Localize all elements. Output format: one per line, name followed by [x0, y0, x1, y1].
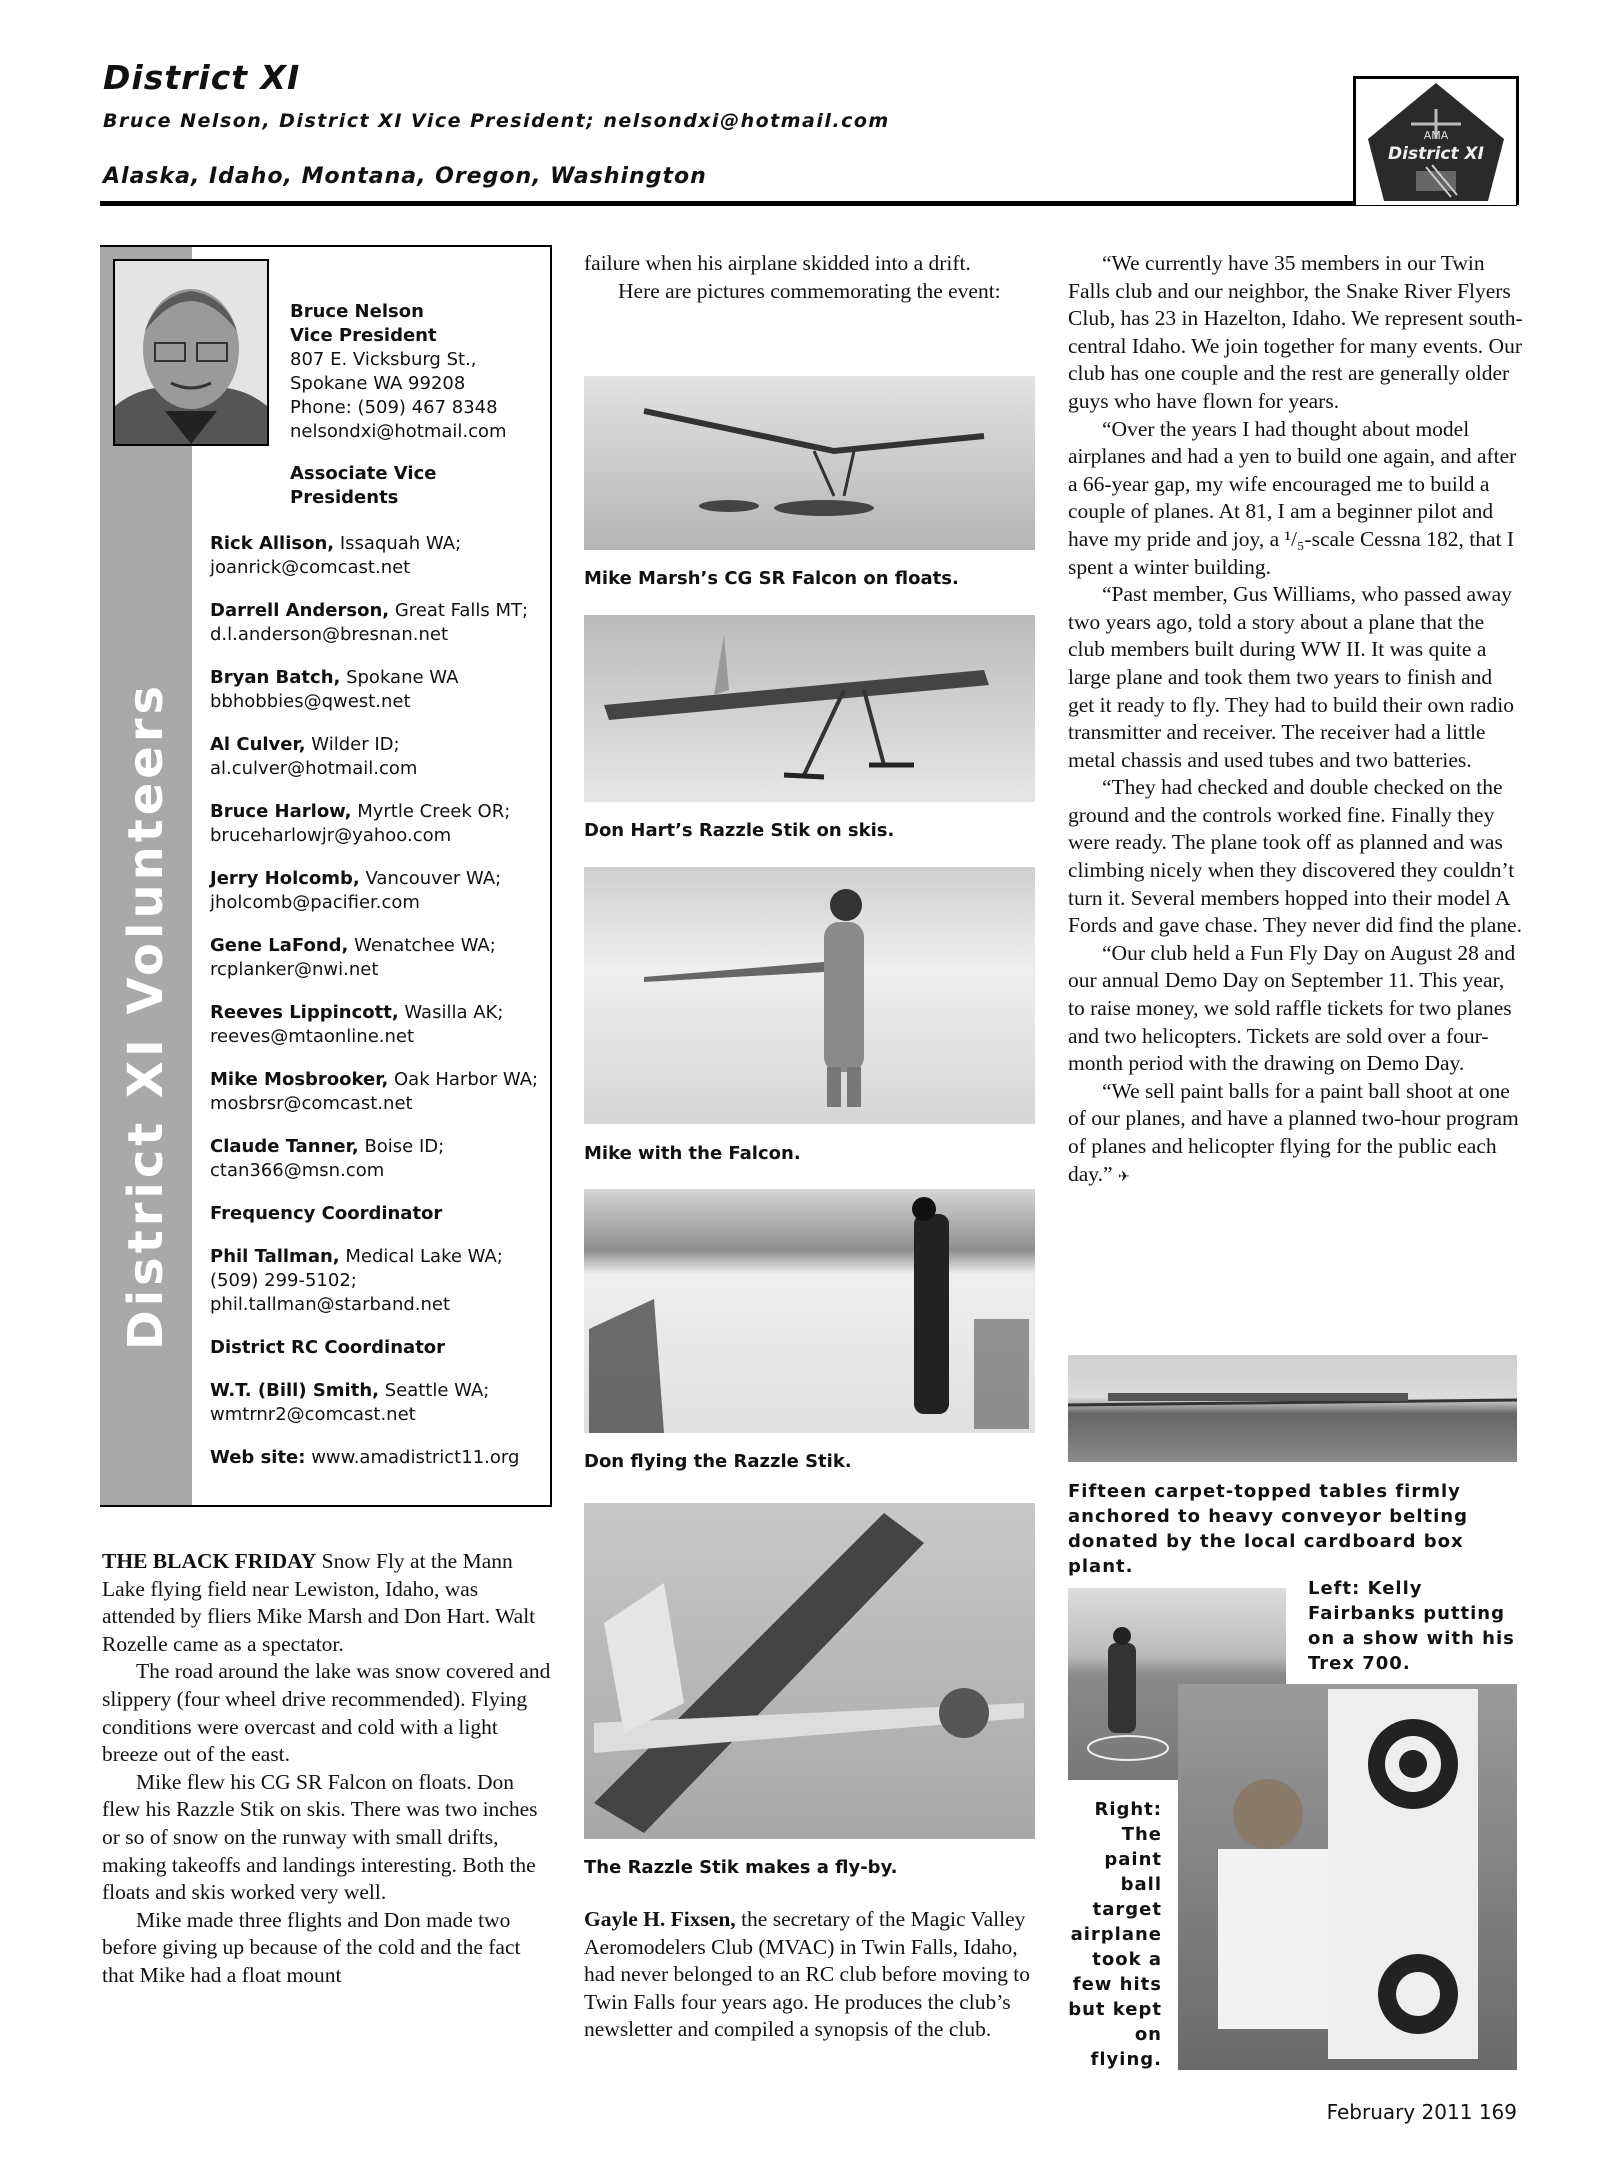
checkered-airplane-icon [584, 615, 1035, 802]
volunteer-detail: Wenatchee WA; rcplanker@nwi.net [210, 935, 496, 980]
article-text: the secretary of the Magic Valley Aeromodelers Club (MVAC) in Twin Falls, Idaho, had never belonged to an RC club before moving to Twin Falls four years ago. He produces the club’s newsletter and compiled a synopsis of the club. [584, 1907, 1031, 2042]
gayle-name: Gayle H. Fixsen, [584, 1907, 736, 1931]
website-link[interactable]: www.amadistrict11.org [305, 1447, 520, 1468]
volunteer-name: Gene LaFond, [210, 935, 349, 956]
volunteer-detail: Wasilla AK; reeves@mtaonline.net [210, 1002, 504, 1047]
airplane-flyby-icon [584, 1503, 1035, 1839]
volunteer-entry [210, 733, 545, 781]
volunteer-entry [210, 800, 545, 848]
volunteer-name: Al Culver, [210, 734, 306, 755]
volunteer-detail: Boise ID; ctan366@msn.com [210, 1136, 445, 1181]
page-subtitle: Bruce Nelson, District XI Vice President; nelsondxi@hotmail.com [103, 110, 890, 132]
photo-target-airplane [1178, 1684, 1517, 2070]
assoc-vp-heading: Associate Vice Presidents [290, 463, 437, 508]
article-paragraph: The road around the lake was snow covered and slippery (four wheel drive recommended). Flying conditions were overcast and cold with a light breeze out of the east. [102, 1659, 551, 1767]
volunteer-detail: Wilder ID; al.culver@hotmail.com [210, 734, 418, 779]
portrait-photo-icon [115, 261, 267, 444]
volunteer-entry [210, 599, 545, 647]
header-rule [100, 201, 1517, 206]
volunteer-detail: Oak Harbor WA; mosbrsr@comcast.net [210, 1069, 539, 1114]
volunteer-detail: Great Falls MT; d.l.anderson@bresnan.net [210, 600, 529, 645]
gayle-paragraph [584, 1906, 1039, 2044]
svg-text:AMA: AMA [1423, 129, 1449, 142]
target-airplane-icon [1178, 1684, 1517, 2070]
vp-email[interactable]: nelsondxi@hotmail.com [290, 421, 507, 442]
volunteer-entry [210, 1135, 545, 1183]
page-title: District XI [103, 58, 301, 97]
volunteer-name: Rick Allison, [210, 533, 335, 554]
vp-address-1: 807 E. Vicksburg St., [290, 349, 477, 370]
volunteer-detail: Myrtle Creek OR; bruceharlowjr@yahoo.com [210, 801, 511, 846]
caption-kelly: Left: Kelly Fairbanks putting on a show with his Trex 700. [1308, 1578, 1515, 1674]
volunteer-entry [210, 934, 545, 982]
volunteer-detail: Seattle WA; wmtrnr2@comcast.net [210, 1380, 490, 1425]
article-paragraph: Mike flew his CG SR Falcon on floats. Don flew his Razzle Stik on skis. There was two inches or so of snow on the runway with small drifts, making takeoffs and landings interesting. Both the floats and skis worked very well. [102, 1769, 538, 1905]
volunteer-list [210, 532, 545, 1489]
caption-falcon-floats: Mike Marsh’s CG SR Falcon on floats. [584, 568, 959, 589]
volunteer-entry [210, 867, 545, 915]
frequency-coordinator [210, 1245, 545, 1317]
rc-coordinator [210, 1379, 545, 1427]
article-paragraph: failure when his airplane skidded into a drift. [584, 251, 971, 275]
article-text: “We sell paint balls for a paint ball shoot at one of our planes, and have a planned two-hour program of planes and helicopter flying for the public each day.” [1068, 1078, 1519, 1186]
person-flying-icon [584, 1189, 1035, 1433]
article-paragraph: “They had checked and double checked on the ground and the controls worked fine. Finally they were ready. The plane took off as planned and was climbing nicely when they discovered they couldn’t turn it. Several members hopped into their model A Fords and gave chase. They never did find the plane. [1068, 775, 1522, 938]
volunteer-detail: Issaquah WA; joanrick@comcast.net [210, 533, 462, 578]
ama-end-mark-icon: ✈ [1117, 1169, 1130, 1185]
article-paragraph [1068, 1078, 1523, 1191]
volunteer-name: Bryan Batch, [210, 667, 341, 688]
field-tables-icon [1068, 1355, 1517, 1462]
volunteer-name: Mike Mosbrooker, [210, 1069, 389, 1090]
vp-portrait [113, 259, 269, 446]
frequency-heading: Frequency Coordinator [210, 1203, 443, 1224]
article-lead: THE BLACK FRIDAY [102, 1549, 317, 1573]
photo-falcon-floats [584, 376, 1035, 550]
vp-name: Bruce Nelson [290, 301, 424, 322]
article-paragraph: “Our club held a Fun Fly Day on August 28 and our annual Demo Day on September 11. This year, to raise money, we sold raffle tickets for two planes and two helicopters. Tickets are sold over a four-month period with the drawing on Demo Day. [1068, 940, 1516, 1076]
vp-title: Vice President [290, 325, 437, 346]
article-paragraph: Mike made three flights and Don made two before giving up because of the cold and the fact that Mike had a float mount [102, 1907, 521, 1987]
caption-tables: Fifteen carpet-topped tables firmly anchored to heavy conveyor belting donated by the local cardboard box plant. [1068, 1481, 1468, 1577]
article-paragraph: “Over the years I had thought about model airplanes and had a yen to build one again, and after a 66-year gap, my wife encouraged me to build a couple of planes. At 81, I am a beginner pilot and have my pride and joy, a ¹/₅-scale Cessna 182, that I spent a winter building. [1068, 416, 1517, 579]
photo-mike-falcon [584, 867, 1035, 1124]
article-paragraph: “Past member, Gus Williams, who passed away two years ago, told a story about a plane that the club members built during WW II. It was quite a large plane and took them two years to finish and get it ready to fly. They had to build their own radio transmitter and receiver. The receiver had a little metal chassis and used tubes and two batteries. [1068, 582, 1515, 772]
district-logo [1353, 76, 1519, 205]
website [210, 1446, 545, 1470]
volunteer-entry [210, 1001, 545, 1049]
photo-razzle-skis [584, 615, 1035, 802]
district-states: Alaska, Idaho, Montana, Oregon, Washington [103, 164, 707, 189]
volunteer-name: Claude Tanner, [210, 1136, 359, 1157]
photo-tables [1068, 1355, 1517, 1462]
volunteer-entry [210, 1068, 545, 1116]
volunteer-name: Jerry Holcomb, [210, 868, 360, 889]
article-paragraph: “We currently have 35 members in our Twin Falls club and our neighbor, the Snake River Flyers Club, has 23 in Hazelton, Idaho. We represent south-central Idaho. We join together for many events. Our club has one couple and the rest are generally older guys who have flown for years. [1068, 251, 1523, 413]
vp-phone: Phone: (509) 467 8348 [290, 397, 498, 418]
volunteer-name: Darrell Anderson, [210, 600, 390, 621]
caption-don-flying: Don flying the Razzle Stik. [584, 1451, 852, 1472]
article-column-2-top [584, 250, 1036, 305]
caption-target: Right: The paint ball target airplane took a few hits but kept on flying. [1068, 1799, 1162, 2070]
volunteer-name: Phil Tallman, [210, 1246, 340, 1267]
photo-flyby [584, 1503, 1035, 1839]
caption-mike-falcon: Mike with the Falcon. [584, 1143, 801, 1164]
volunteer-detail: Vancouver WA; jholcomb@pacifier.com [210, 868, 502, 913]
volunteer-entry [210, 666, 545, 714]
vp-contact [290, 300, 540, 510]
article-column-3 [1068, 250, 1523, 1191]
volunteer-detail: Medical Lake WA; (509) 299-5102; phil.tallman@starband.net [210, 1246, 503, 1315]
article-text: Snow Fly at the Mann Lake flying field near Lewiston, Idaho, was attended by fliers Mike Marsh and Don Hart. Walt Rozelle came as a spectator. [102, 1549, 536, 1656]
caption-razzle-skis: Don Hart’s Razzle Stik on skis. [584, 820, 895, 841]
volunteer-detail: Spokane WA bbhobbies@qwest.net [210, 667, 459, 712]
website-label: Web site: [210, 1447, 306, 1468]
article-paragraph [102, 1548, 554, 1658]
volunteers-vertical-title: District XI Volunteers [118, 681, 174, 1351]
photo-don-flying [584, 1189, 1035, 1433]
volunteer-entry [210, 532, 545, 580]
article-paragraph [584, 1906, 1039, 2044]
rc-heading: District RC Coordinator [210, 1337, 446, 1358]
article-paragraph: Here are pictures commemorating the event: [618, 278, 1001, 303]
svg-text:District XI: District XI [1388, 144, 1484, 164]
vp-address-2: Spokane WA 99208 [290, 373, 466, 394]
article-column-1 [102, 1548, 554, 1990]
page-footer: February 2011 169 [1326, 2100, 1517, 2124]
caption-flyby: The Razzle Stik makes a fly-by. [584, 1857, 898, 1878]
person-with-airplane-icon [584, 867, 1035, 1124]
ama-district-logo-icon [1356, 79, 1516, 205]
airplane-on-floats-icon [584, 376, 1035, 550]
volunteer-name: Reeves Lippincott, [210, 1002, 399, 1023]
volunteer-name: Bruce Harlow, [210, 801, 352, 822]
volunteer-name: W.T. (Bill) Smith, [210, 1380, 379, 1401]
